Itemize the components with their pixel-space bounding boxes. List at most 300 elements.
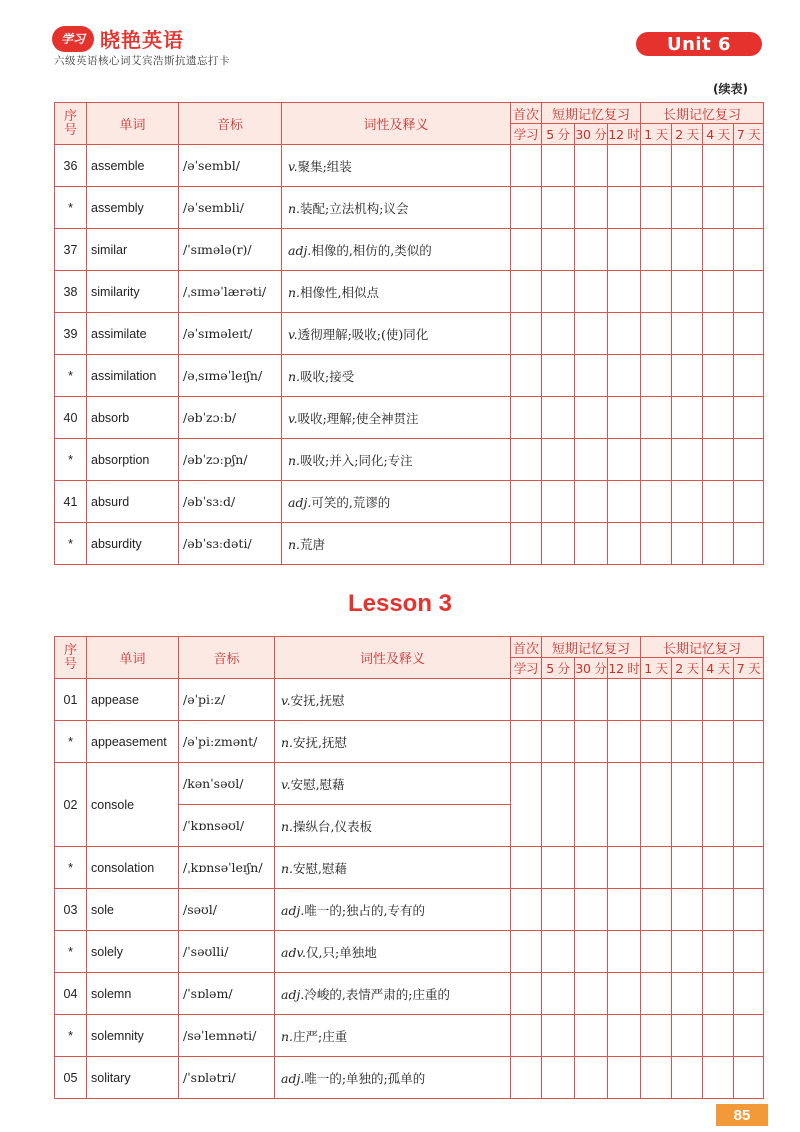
review-checkbox[interactable] [608,679,641,721]
row-definition [282,229,511,271]
row-phonetic: /əˌsɪməˈleɪʃn/ [179,355,282,397]
header-short-col: 12 时 [608,658,641,679]
review-checkbox[interactable] [672,847,703,889]
part-of-speech: adj. [281,986,305,1002]
part-of-speech: v. [288,158,298,174]
header-short-col: 5 分 [542,658,575,679]
review-checkbox[interactable] [672,397,703,439]
row-number: * [55,523,87,565]
row-phonetic: /ˌsɪməˈlærəti/ [179,271,282,313]
review-checkbox[interactable] [703,481,734,523]
review-checkbox[interactable] [511,889,542,931]
review-checkbox[interactable] [608,355,641,397]
review-checkbox[interactable] [575,1057,608,1099]
review-checkbox[interactable] [672,931,703,973]
header-short-term: 短期记忆复习 [542,637,641,658]
review-checkbox[interactable] [703,271,734,313]
review-checkbox[interactable] [641,1015,672,1057]
row-word: console [87,763,179,847]
header-short-col: 5 分 [542,124,575,145]
row-phonetic: /əbˈzɔːb/ [179,397,282,439]
review-checkbox[interactable] [511,679,542,721]
review-checkbox[interactable] [608,439,641,481]
review-checkbox[interactable] [511,1057,542,1099]
row-definition [275,805,511,847]
review-checkbox[interactable] [511,145,542,187]
review-checkbox[interactable] [703,1057,734,1099]
header-index-line1: 序 [63,108,77,124]
review-checkbox[interactable] [672,439,703,481]
meaning: 安抚,抚慰 [290,692,345,708]
table-row [55,481,764,523]
header-long-col: 7 天 [734,124,764,145]
review-checkbox[interactable] [641,679,672,721]
review-checkbox[interactable] [734,847,764,889]
review-checkbox[interactable] [511,355,542,397]
row-word: solely [87,931,179,973]
header-short-col: 30 分 [575,658,608,679]
review-checkbox[interactable] [703,313,734,355]
row-word: assemble [87,145,179,187]
row-phonetic: /əbˈsɜːdəti/ [179,523,282,565]
review-checkbox[interactable] [511,931,542,973]
table-row [55,439,764,481]
meaning: 透彻理解;吸收;(使)同化 [297,326,429,342]
review-checkbox[interactable] [672,973,703,1015]
review-checkbox[interactable] [703,931,734,973]
review-checkbox[interactable] [511,1015,542,1057]
review-checkbox[interactable] [641,889,672,931]
meaning: 唯一的;单独的;孤单的 [304,1070,426,1086]
row-definition [275,931,511,973]
row-number: * [55,187,87,229]
review-checkbox[interactable] [542,187,575,229]
row-definition [282,271,511,313]
header-first-study: 学习 [511,124,542,145]
row-phonetic: /ˈsɒləm/ [179,973,275,1015]
review-checkbox[interactable] [734,763,764,847]
row-number: 41 [55,481,87,523]
meaning: 安慰,慰藉 [293,860,348,876]
meaning: 唯一的;独占的,专有的 [304,902,425,918]
review-checkbox[interactable] [672,1015,703,1057]
review-checkbox[interactable] [542,271,575,313]
part-of-speech: n. [281,860,294,876]
meaning: 相像的,相仿的,类似的 [311,242,432,258]
row-phonetic: /əbˈsɜːd/ [179,481,282,523]
row-number: * [55,355,87,397]
meaning: 相像性,相似点 [300,284,380,300]
review-checkbox[interactable] [575,313,608,355]
review-checkbox[interactable] [542,889,575,931]
row-word: absurdity [87,523,179,565]
header-long-col: 4 天 [703,124,734,145]
part-of-speech: adj. [281,1070,305,1086]
review-checkbox[interactable] [734,721,764,763]
review-checkbox[interactable] [575,973,608,1015]
review-checkbox[interactable] [672,187,703,229]
meaning: 可笑的,荒谬的 [311,494,391,510]
review-checkbox[interactable] [511,313,542,355]
row-phonetic: /əˈpiːzmənt/ [179,721,275,763]
review-checkbox[interactable] [608,229,641,271]
review-checkbox[interactable] [542,1015,575,1057]
review-checkbox[interactable] [575,679,608,721]
row-definition [275,763,511,805]
row-word: appease [87,679,179,721]
table-row [55,523,764,565]
table-row [55,313,764,355]
row-definition [275,679,511,721]
review-checkbox[interactable] [703,439,734,481]
review-checkbox[interactable] [672,355,703,397]
row-phonetic: /əˈpiːz/ [179,679,275,721]
header-long-col: 2 天 [672,658,703,679]
row-definition [275,721,511,763]
meaning: 操纵台,仪表板 [293,818,373,834]
header-long-col: 1 天 [641,658,672,679]
review-checkbox[interactable] [672,271,703,313]
review-checkbox[interactable] [542,397,575,439]
part-of-speech: n. [288,284,301,300]
review-checkbox[interactable] [734,889,764,931]
review-checkbox[interactable] [608,847,641,889]
review-checkbox[interactable] [672,889,703,931]
review-checkbox[interactable] [641,313,672,355]
row-definition [275,1057,511,1099]
review-checkbox[interactable] [734,481,764,523]
table-row [55,1057,764,1099]
row-phonetic: /səʊl/ [179,889,275,931]
part-of-speech: n. [281,818,294,834]
review-checkbox[interactable] [511,973,542,1015]
review-checkbox[interactable] [641,229,672,271]
review-checkbox[interactable] [575,889,608,931]
review-checkbox[interactable] [608,763,641,847]
review-checkbox[interactable] [575,847,608,889]
review-checkbox[interactable] [703,973,734,1015]
row-word: assimilation [87,355,179,397]
review-checkbox[interactable] [672,721,703,763]
review-checkbox[interactable] [703,679,734,721]
review-checkbox[interactable] [672,145,703,187]
review-checkbox[interactable] [511,481,542,523]
review-checkbox[interactable] [608,973,641,1015]
review-checkbox[interactable] [641,355,672,397]
row-definition [282,481,511,523]
row-definition [275,973,511,1015]
meaning: 吸收;接受 [300,368,355,384]
brand-name: 晓艳英语 [100,28,184,52]
row-definition [282,145,511,187]
review-checkbox[interactable] [542,355,575,397]
review-checkbox[interactable] [641,847,672,889]
review-checkbox[interactable] [542,145,575,187]
header-index [55,103,87,145]
row-word: similar [87,229,179,271]
row-number: 01 [55,679,87,721]
review-checkbox[interactable] [575,1015,608,1057]
review-checkbox[interactable] [672,523,703,565]
review-checkbox[interactable] [672,679,703,721]
part-of-speech: adv. [281,944,307,960]
review-checkbox[interactable] [734,145,764,187]
row-number: * [55,931,87,973]
header-first: 首次 [511,103,542,124]
review-checkbox[interactable] [575,271,608,313]
part-of-speech: n. [281,734,294,750]
review-checkbox[interactable] [575,523,608,565]
row-definition [282,313,511,355]
table-row [55,397,764,439]
review-checkbox[interactable] [542,679,575,721]
review-checkbox[interactable] [575,397,608,439]
vocab-table-2 [54,636,764,1099]
review-checkbox[interactable] [734,1015,764,1057]
row-phonetic: /əˈsembl/ [179,145,282,187]
review-checkbox[interactable] [672,1057,703,1099]
row-number: 37 [55,229,87,271]
review-checkbox[interactable] [575,439,608,481]
review-checkbox[interactable] [734,931,764,973]
table-row [55,931,764,973]
review-checkbox[interactable] [703,721,734,763]
review-checkbox[interactable] [542,931,575,973]
row-definition [275,1015,511,1057]
vocab-table-1 [54,102,764,565]
table-row [55,847,764,889]
review-checkbox[interactable] [641,523,672,565]
review-checkbox[interactable] [672,229,703,271]
review-checkbox[interactable] [575,355,608,397]
review-checkbox[interactable] [575,229,608,271]
review-checkbox[interactable] [575,931,608,973]
meaning: 安抚,抚慰 [293,734,348,750]
brand-subtitle: 六级英语核心词艾宾浩斯抗遗忘打卡 [54,55,230,67]
table-row [55,271,764,313]
table-row [55,973,764,1015]
meaning: 仅,只;单独地 [306,944,377,960]
review-checkbox[interactable] [641,271,672,313]
continued-label: (续表) [713,82,748,96]
header-index-line2: 号 [63,656,77,672]
review-checkbox[interactable] [608,1015,641,1057]
row-number: 04 [55,973,87,1015]
review-checkbox[interactable] [703,523,734,565]
review-checkbox[interactable] [542,439,575,481]
row-word: assembly [87,187,179,229]
review-checkbox[interactable] [641,439,672,481]
review-checkbox[interactable] [542,721,575,763]
review-checkbox[interactable] [511,721,542,763]
row-number: * [55,439,87,481]
row-word: assimilate [87,313,179,355]
review-checkbox[interactable] [608,145,641,187]
row-number: 38 [55,271,87,313]
review-checkbox[interactable] [734,355,764,397]
review-checkbox[interactable] [641,187,672,229]
review-checkbox[interactable] [734,271,764,313]
header-long-term: 长期记忆复习 [641,103,764,124]
row-phonetic: /əˈsɪməleɪt/ [179,313,282,355]
review-checkbox[interactable] [672,481,703,523]
row-word: similarity [87,271,179,313]
header-long-col: 4 天 [703,658,734,679]
row-number: 36 [55,145,87,187]
review-checkbox[interactable] [703,397,734,439]
review-checkbox[interactable] [542,847,575,889]
review-checkbox[interactable] [641,973,672,1015]
part-of-speech: n. [288,368,301,384]
row-definition [282,187,511,229]
review-checkbox[interactable] [734,187,764,229]
review-checkbox[interactable] [511,523,542,565]
row-definition [282,523,511,565]
review-checkbox[interactable] [734,229,764,271]
review-checkbox[interactable] [575,763,608,847]
review-checkbox[interactable] [542,523,575,565]
review-checkbox[interactable] [511,229,542,271]
review-checkbox[interactable] [641,721,672,763]
table-row [55,889,764,931]
row-word: solemn [87,973,179,1015]
review-checkbox[interactable] [511,397,542,439]
review-checkbox[interactable] [641,145,672,187]
row-phonetic: /ˈkɒnsəʊl/ [179,805,275,847]
review-checkbox[interactable] [672,763,703,847]
table-row [55,763,764,805]
row-word: solitary [87,1057,179,1099]
meaning: 庄严;庄重 [293,1028,348,1044]
row-number: 02 [55,763,87,847]
header-long-col: 7 天 [734,658,764,679]
row-word: solemnity [87,1015,179,1057]
review-checkbox[interactable] [641,763,672,847]
review-checkbox[interactable] [703,847,734,889]
review-checkbox[interactable] [734,1057,764,1099]
review-checkbox[interactable] [608,397,641,439]
row-definition [275,847,511,889]
review-checkbox[interactable] [608,523,641,565]
row-number: 03 [55,889,87,931]
meaning: 荒唐 [300,536,326,552]
review-checkbox[interactable] [511,847,542,889]
review-checkbox[interactable] [511,763,542,847]
review-checkbox[interactable] [734,313,764,355]
meaning: 装配;立法机构;议会 [300,200,409,216]
review-checkbox[interactable] [672,313,703,355]
row-definition [282,397,511,439]
unit-badge: Unit 6 [636,32,762,56]
header-long-term: 长期记忆复习 [641,637,764,658]
review-checkbox[interactable] [608,271,641,313]
review-checkbox[interactable] [542,763,575,847]
row-number: * [55,721,87,763]
header-short-col: 12 时 [608,124,641,145]
review-checkbox[interactable] [542,1057,575,1099]
review-checkbox[interactable] [608,313,641,355]
review-checkbox[interactable] [511,439,542,481]
review-checkbox[interactable] [703,187,734,229]
brand [52,24,184,53]
row-word: consolation [87,847,179,889]
review-checkbox[interactable] [511,187,542,229]
row-number: 40 [55,397,87,439]
review-checkbox[interactable] [542,313,575,355]
row-definition [275,889,511,931]
header-short-col: 30 分 [575,124,608,145]
header-word: 单词 [87,103,179,145]
review-checkbox[interactable] [734,973,764,1015]
review-checkbox[interactable] [703,1015,734,1057]
row-word: absurd [87,481,179,523]
review-checkbox[interactable] [641,481,672,523]
review-checkbox[interactable] [734,523,764,565]
review-checkbox[interactable] [641,931,672,973]
review-checkbox[interactable] [608,1057,641,1099]
header-index-line1: 序 [63,642,77,658]
part-of-speech: n. [288,452,301,468]
review-checkbox[interactable] [703,229,734,271]
review-checkbox[interactable] [608,187,641,229]
row-number: * [55,1015,87,1057]
row-phonetic: /ˈsɪmələ(r)/ [179,229,282,271]
row-word: sole [87,889,179,931]
row-phonetic: /ˌkɒnsəˈleɪʃn/ [179,847,275,889]
review-checkbox[interactable] [575,481,608,523]
part-of-speech: adj. [288,494,312,510]
table-row [55,679,764,721]
row-phonetic: /əbˈzɔːpʃn/ [179,439,282,481]
review-checkbox[interactable] [575,187,608,229]
table-row [55,721,764,763]
table-row [55,1015,764,1057]
header-first: 首次 [511,637,542,658]
review-checkbox[interactable] [703,889,734,931]
part-of-speech: n. [288,536,301,552]
row-word: appeasement [87,721,179,763]
review-checkbox[interactable] [734,397,764,439]
review-checkbox[interactable] [575,145,608,187]
review-checkbox[interactable] [608,889,641,931]
review-checkbox[interactable] [641,1057,672,1099]
review-checkbox[interactable] [608,931,641,973]
review-checkbox[interactable] [575,721,608,763]
table-row [55,187,764,229]
review-checkbox[interactable] [542,481,575,523]
header-definition: 词性及释义 [275,637,511,679]
meaning: 安慰,慰藉 [290,776,345,792]
review-checkbox[interactable] [542,229,575,271]
review-checkbox[interactable] [542,973,575,1015]
header-short-term: 短期记忆复习 [542,103,641,124]
review-checkbox[interactable] [608,721,641,763]
header-phonetic: 音标 [179,103,282,145]
review-checkbox[interactable] [734,439,764,481]
review-checkbox[interactable] [511,271,542,313]
part-of-speech: adj. [281,902,305,918]
review-checkbox[interactable] [734,679,764,721]
row-word: absorption [87,439,179,481]
header-phonetic: 音标 [179,637,275,679]
review-checkbox[interactable] [608,481,641,523]
part-of-speech: n. [288,200,301,216]
review-checkbox[interactable] [703,763,734,847]
review-checkbox[interactable] [641,397,672,439]
table-row [55,145,764,187]
review-checkbox[interactable] [703,145,734,187]
review-checkbox[interactable] [703,355,734,397]
